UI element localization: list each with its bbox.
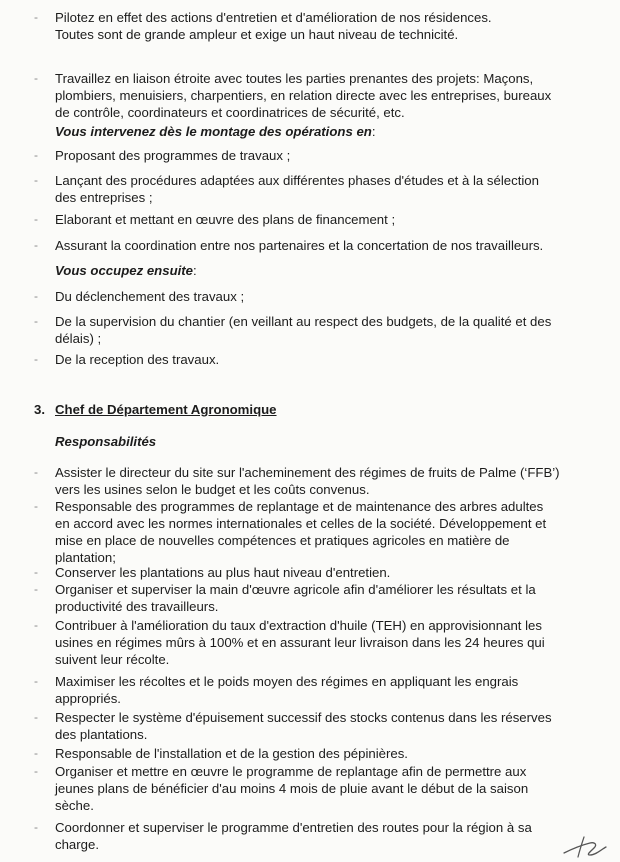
item-line: vers les usines selon le budget et les coûts convenus.	[55, 482, 370, 497]
ensuite-heading	[55, 262, 197, 279]
item-line: charge.	[55, 837, 99, 852]
item-line: plombiers, menuisiers, charpentiers, en relation directe avec les entreprises, bureaux	[55, 88, 552, 103]
bullet-dash: -	[34, 352, 38, 366]
bullet-dash: -	[34, 314, 38, 328]
item-line: Lançant des procédures adaptées aux différentes phases d'études et à la sélection	[55, 173, 539, 188]
item-line: appropriés.	[55, 691, 121, 706]
item-line: mise en place de nouvelles compétences et pratiques agricoles en matière de	[55, 533, 510, 548]
item-line: Respecter le système d'épuisement successif des stocks contenus dans les réserves	[55, 710, 552, 725]
bullet-dash: -	[34, 465, 38, 479]
item-line: Proposant des programmes de travaux ;	[55, 148, 291, 163]
item-line: Organiser et superviser la main d'œuvre agricole afin d'améliorer les résultats et la	[55, 582, 536, 597]
bullet-dash: -	[34, 710, 38, 724]
item-line: Elaborant et mettant en œuvre des plans de financement ;	[55, 212, 396, 227]
item-line: Conserver les plantations au plus haut niveau d'entretien.	[55, 565, 391, 580]
item-line: productivité des travailleurs.	[55, 599, 219, 614]
montage-heading	[55, 123, 376, 140]
item-line: des plantations.	[55, 727, 148, 742]
item-line: Contribuer à l'amélioration du taux d'extraction d'huile (TEH) en approvisionnant les	[55, 618, 542, 633]
item-line: plantation;	[55, 550, 116, 565]
item-line: des entreprises ;	[55, 190, 153, 205]
item-line: Assister le directeur du site sur l'acheminement des régimes de fruits de Palme (‘FFB’)	[55, 465, 560, 480]
bullet-dash: -	[34, 582, 38, 596]
montage-heading-colon: :	[371, 124, 376, 139]
bullet-dash: -	[34, 148, 38, 162]
bullet-dash: -	[34, 674, 38, 688]
item-line: sèche.	[55, 798, 94, 813]
item-line: Maximiser les récoltes et le poids moyen des régimes en appliquant les engrais	[55, 674, 519, 689]
bullet-dash: -	[34, 820, 38, 834]
bullet-dash: -	[34, 10, 38, 24]
item-line: Responsable de l'installation et de la gestion des pépinières.	[55, 746, 408, 761]
responsibilities-heading: Responsabilités	[55, 434, 157, 449]
bullet-dash: -	[34, 71, 38, 85]
item-line: délais) ;	[55, 331, 102, 346]
item-line: Pilotez en effet des actions d'entretien et d'amélioration de nos résidences.	[55, 10, 492, 25]
bullet-dash: -	[34, 565, 38, 579]
bullet-dash: -	[34, 173, 38, 187]
item-line: Du déclenchement des travaux ;	[55, 289, 245, 304]
item-line: jeunes plans de bénéficier d'au moins 4 mois de pluie avant le début de la saison	[55, 781, 529, 796]
item-line: suivent leur récolte.	[55, 652, 170, 667]
bullet-dash: -	[34, 238, 38, 252]
item-line: Travaillez en liaison étroite avec toutes les parties prenantes des projets: Maçons,	[55, 71, 534, 86]
item-line: Toutes sont de grande ampleur et exige un haut niveau de technicité.	[55, 27, 459, 42]
ensuite-heading-colon: :	[193, 263, 197, 278]
signature-initials	[560, 835, 610, 859]
bullet-dash: -	[34, 764, 38, 778]
bullet-dash: -	[34, 499, 38, 513]
item-line: Coordonner et superviser le programme d'entretien des routes pour la région à sa	[55, 820, 532, 835]
item-line: Organiser et mettre en œuvre le programme de replantage afin de permettre aux	[55, 764, 527, 779]
item-line: De la reception des travaux.	[55, 352, 220, 367]
bullet-dash: -	[34, 618, 38, 632]
section-title: Chef de Département Agronomique	[55, 402, 277, 417]
montage-heading-text: Vous intervenez dès le montage des opérations en	[55, 124, 372, 139]
item-line: Assurant la coordination entre nos partenaires et la concertation de nos travailleurs.	[55, 238, 544, 253]
ensuite-heading-text: Vous occupez ensuite	[55, 263, 194, 278]
item-line: usines en régimes mûrs à 100% et en assurant leur livraison dans les 24 heures qui	[55, 635, 545, 650]
item-line: en accord avec les normes internationales et celles de la société. Développement et	[55, 516, 547, 531]
item-line: de contrôle, coordinateurs et coordinatrices de sécurité, etc.	[55, 105, 405, 120]
bullet-dash: -	[34, 289, 38, 303]
bullet-dash: -	[34, 746, 38, 760]
item-line: De la supervision du chantier (en veillant au respect des budgets, de la qualité et des	[55, 314, 552, 329]
bullet-dash: -	[34, 212, 38, 226]
item-line: Responsable des programmes de replantage et de maintenance des arbres adultes	[55, 499, 544, 514]
section-number: 3.	[34, 402, 45, 417]
